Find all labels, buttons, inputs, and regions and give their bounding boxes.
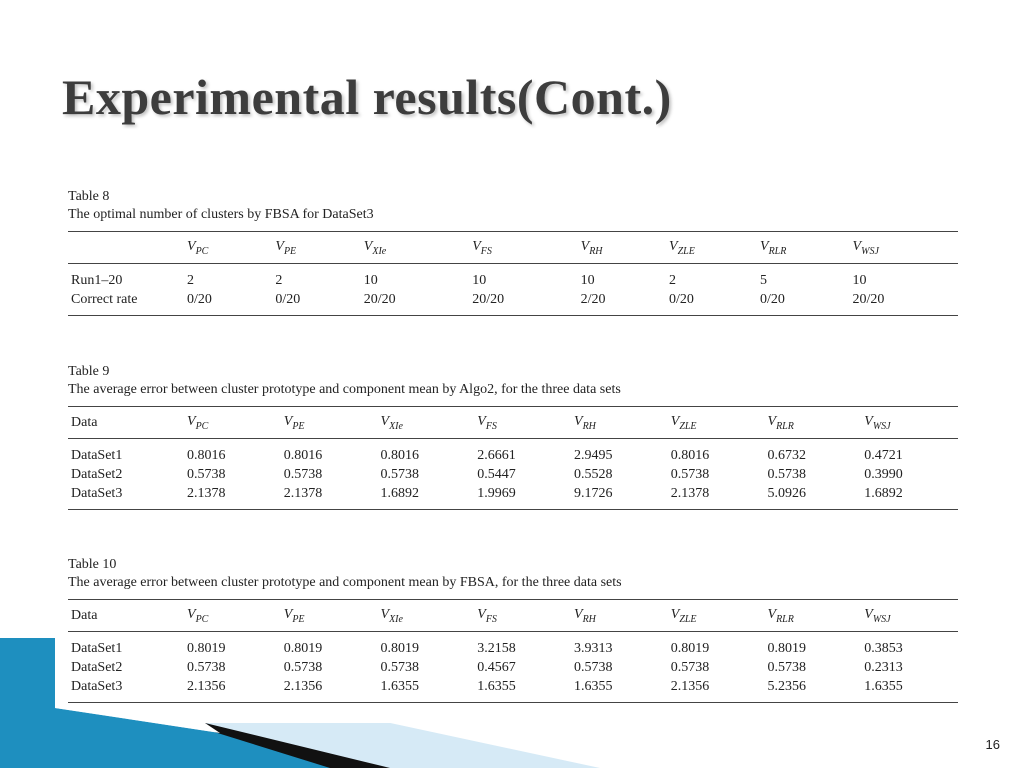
table-row (68, 484, 958, 510)
table-cell: 5.0926 (765, 484, 862, 510)
header-symbol: V (767, 607, 777, 622)
header-subscript: RLR (776, 613, 794, 625)
table-cell: 2/20 (578, 290, 666, 316)
header-symbol: V (670, 414, 680, 429)
table-cell: 0.4721 (864, 447, 903, 463)
table-cell: 0.5738 (767, 659, 806, 675)
table-cell: 0.5447 (477, 466, 516, 482)
column-header-rlr (757, 232, 850, 264)
header-symbol: V (852, 239, 862, 254)
table-cell: 0.8016 (283, 447, 323, 463)
column-header-data: Data (68, 407, 184, 439)
table-cell: 0.5738 (283, 466, 323, 482)
header-subscript: ZLE (679, 420, 697, 432)
header-symbol: V (380, 607, 390, 622)
table-cell: 0.5738 (380, 466, 419, 482)
column-header-pe (281, 407, 378, 439)
column-header-pc (184, 407, 281, 439)
header-subscript: WSJ (872, 420, 891, 432)
table-cell: 10 (472, 272, 487, 288)
table-cell: 0.6732 (767, 447, 806, 463)
header-subscript: PE (292, 420, 305, 432)
table-cell: 0.5738 (670, 466, 710, 482)
header-symbol: V (275, 239, 284, 254)
table-cell: 5.2356 (765, 677, 862, 703)
table-cell: 0.8019 (187, 640, 226, 656)
header-symbol: V (767, 414, 777, 429)
table-cell: 3.9313 (574, 640, 613, 656)
table-cell: 2.1378 (184, 484, 281, 510)
column-header-xie (378, 407, 475, 439)
header-subscript: PE (283, 245, 297, 257)
header-subscript: FS (485, 613, 497, 625)
column-header-rh (571, 600, 668, 632)
column-header-pc (184, 232, 272, 264)
table-cell: 0.8016 (187, 447, 226, 463)
table-row (68, 658, 958, 677)
header-symbol: V (574, 607, 583, 622)
table-cell: 0.5738 (767, 466, 806, 482)
column-header-zle (666, 232, 757, 264)
header-symbol: V (283, 414, 293, 429)
table-cell: 2 (669, 272, 677, 288)
table-caption: The average error between cluster prototype and component mean by FBSA, for the three data sets (68, 575, 622, 590)
table-cell: 1.6355 (378, 677, 475, 703)
header-subscript: ZLE (679, 613, 697, 625)
column-header-rlr (765, 407, 862, 439)
header-subscript: FS (485, 420, 497, 432)
header-subscript: XIe (389, 613, 403, 625)
table-cell: 0/20 (666, 290, 757, 316)
table-cell: 2.1378 (668, 484, 765, 510)
header-symbol: V (187, 414, 196, 429)
table-9 (68, 363, 958, 510)
header-subscript: RLR (768, 245, 787, 257)
header-subscript: PC (195, 245, 209, 257)
table-label: Table 8 (68, 189, 110, 204)
table-cell: 0.8019 (283, 640, 323, 656)
header-symbol: V (187, 607, 196, 622)
header-subscript: RH (582, 420, 596, 432)
header-subscript: WSJ (872, 613, 891, 625)
column-header-data: Data (68, 600, 184, 632)
table-row (68, 290, 958, 316)
column-header-pc (184, 600, 281, 632)
table-header-row (68, 600, 958, 632)
column-header-rlr (765, 600, 862, 632)
table-row (68, 438, 958, 465)
table-cell: 1.6892 (861, 484, 958, 510)
table-label: Table 10 (68, 557, 117, 572)
header-subscript: ZLE (677, 245, 695, 257)
table-cell: 10 (363, 272, 378, 288)
table-cell: 3.2158 (477, 640, 516, 656)
table-cell: 0/20 (184, 290, 272, 316)
header-symbol: V (477, 607, 486, 622)
table-cell: 9.1726 (571, 484, 668, 510)
table-cell: 0.3990 (864, 466, 903, 482)
table-cell: 0.5738 (380, 659, 419, 675)
table-cell: 1.6355 (571, 677, 668, 703)
table-cell: 1.6355 (474, 677, 571, 703)
table-cell: 0.8016 (670, 447, 710, 463)
table-cell: 2.1356 (668, 677, 765, 703)
column-header-fs (474, 600, 571, 632)
header-symbol: V (472, 239, 481, 254)
table-cell: 0.2313 (864, 659, 903, 675)
header-symbol: V (864, 414, 873, 429)
table-cell: 0.5738 (670, 659, 710, 675)
table-cell: 0/20 (757, 290, 850, 316)
row-label: DataSet2 (71, 659, 123, 675)
column-header-pe (281, 600, 378, 632)
table-cell: 20/20 (361, 290, 469, 316)
row-label: Correct rate (68, 290, 184, 316)
row-label: DataSet3 (68, 677, 184, 703)
table-cell: 20/20 (469, 290, 577, 316)
header-symbol: V (760, 239, 769, 254)
header-symbol: V (670, 607, 680, 622)
row-label: Run1–20 (71, 272, 123, 288)
table-cell: 0.5528 (574, 466, 613, 482)
column-header-wsj (861, 407, 958, 439)
table-cell: 0.8019 (670, 640, 710, 656)
header-symbol: V (363, 239, 373, 254)
column-header-pe (272, 232, 360, 264)
row-label: DataSet1 (71, 447, 123, 463)
table-row (68, 263, 958, 290)
table-cell: 10 (580, 272, 595, 288)
header-subscript: PC (195, 613, 209, 625)
table-caption: The average error between cluster prototype and component mean by Algo2, for the three data sets (68, 382, 621, 397)
header-subscript: XIe (372, 245, 387, 257)
table-cell: 2.1356 (184, 677, 281, 703)
table-cell: 0.5738 (574, 659, 613, 675)
header-subscript: RLR (776, 420, 794, 432)
table-cell: 2 (275, 272, 283, 288)
header-subscript: PC (195, 420, 209, 432)
column-header-rh (578, 232, 666, 264)
table-cell: 0/20 (272, 290, 360, 316)
table-cell: 1.9969 (474, 484, 571, 510)
header-symbol: V (187, 239, 196, 254)
column-header-wsj (850, 232, 958, 264)
table-cell: 0.5738 (187, 659, 226, 675)
column-header-xie (378, 600, 475, 632)
column-header-wsj (861, 600, 958, 632)
header-subscript: RH (582, 613, 596, 625)
column-header-zle (668, 407, 765, 439)
table-cell: 0.5738 (283, 659, 323, 675)
table-cell: 2.6661 (477, 447, 516, 463)
results-table (68, 599, 958, 703)
table-cell: 20/20 (850, 290, 958, 316)
table-caption: The optimal number of clusters by FBSA for DataSet3 (68, 207, 374, 222)
page-number: 16 (985, 737, 1000, 752)
header-symbol: V (864, 607, 873, 622)
column-header-data (68, 232, 184, 264)
results-table (68, 406, 958, 510)
results-table (68, 231, 958, 316)
table-10 (68, 556, 958, 703)
header-symbol: V (669, 239, 678, 254)
column-header-rh (571, 407, 668, 439)
header-subscript: RH (589, 245, 603, 257)
column-header-xie (361, 232, 469, 264)
column-header-fs (474, 407, 571, 439)
header-symbol: V (380, 414, 390, 429)
header-symbol: V (574, 414, 583, 429)
table-cell: 0.8019 (380, 640, 419, 656)
table-8 (68, 188, 958, 316)
header-symbol: V (580, 239, 590, 254)
table-cell: 10 (852, 272, 867, 288)
column-header-fs (469, 232, 577, 264)
table-cell: 2.1356 (281, 677, 378, 703)
table-cell: 2 (187, 272, 194, 288)
table-row (68, 631, 958, 658)
table-cell: 0.5738 (187, 466, 226, 482)
table-cell: 0.8019 (767, 640, 806, 656)
header-subscript: WSJ (861, 245, 879, 257)
table-header-row (68, 232, 958, 264)
row-label: DataSet1 (71, 640, 123, 656)
table-cell: 0.3853 (864, 640, 903, 656)
header-symbol: V (283, 607, 293, 622)
header-subscript: XIe (389, 420, 403, 432)
slide-title: Experimental results(Cont.) (62, 69, 672, 125)
table-cell: 0.4567 (477, 659, 516, 675)
table-cell: 5 (760, 272, 767, 288)
header-subscript: PE (292, 613, 305, 625)
table-cell: 2.1378 (281, 484, 378, 510)
table-header-row (68, 407, 958, 439)
table-label: Table 9 (68, 364, 110, 379)
header-symbol: V (477, 414, 486, 429)
row-label: DataSet3 (68, 484, 184, 510)
header-subscript: FS (480, 245, 492, 257)
table-cell: 0.8016 (380, 447, 419, 463)
row-label: DataSet2 (71, 466, 123, 482)
table-cell: 1.6892 (378, 484, 475, 510)
table-row (68, 677, 958, 703)
table-cell: 1.6355 (861, 677, 958, 703)
table-row (68, 465, 958, 484)
table-cell: 2.9495 (574, 447, 613, 463)
column-header-zle (668, 600, 765, 632)
